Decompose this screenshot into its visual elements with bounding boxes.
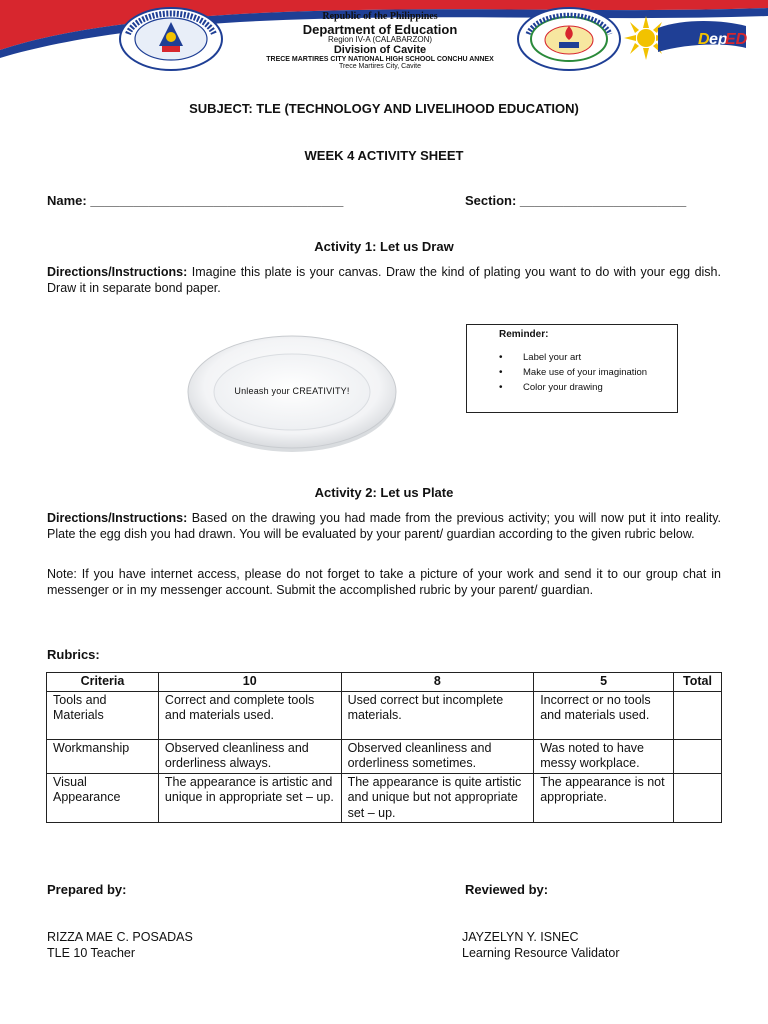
reminder-list (499, 350, 677, 395)
prepared-name: RIZZA MAE C. POSADAS (47, 930, 193, 944)
cell-10: Observed cleanliness and orderliness always. (158, 739, 341, 773)
name-field[interactable]: Name: ___________________________________ (47, 193, 344, 208)
deped-cavite-logo-icon (624, 14, 748, 64)
table-row (47, 773, 722, 823)
cell-8: The appearance is quite artistic and unique but not appropriate set – up. (341, 773, 534, 823)
letterhead (0, 0, 768, 80)
activity2-title: Activity 2: Let us Plate (314, 485, 454, 500)
school-seal-icon (516, 6, 622, 72)
cell-10: Correct and complete tools and materials used. (158, 691, 341, 739)
reviewed-by-block (462, 929, 620, 961)
reviewed-role: Learning Resource Validator (462, 946, 620, 960)
activity1-title: Activity 1: Let us Draw (314, 239, 454, 254)
list-item: • Color your drawing (499, 380, 677, 395)
list-item: • Label your art (499, 350, 677, 365)
svg-text:ED: ED (725, 31, 748, 48)
cell-8: Observed cleanliness and orderliness sometimes. (341, 739, 534, 773)
reviewed-name: JAYZELYN Y. ISNEC (462, 930, 579, 944)
directions-label: Directions/Instructions: (47, 265, 188, 279)
table-header-row (47, 673, 722, 692)
republic-text: Republic of the Philippines (322, 11, 438, 22)
directions-text: Imagine this plate is your canvas. Draw the kind of plating you want to do with your egg dish. Draw it in separate bond paper. (47, 265, 721, 295)
subject-title: SUBJECT: TLE (TECHNOLOGY AND LIVELIHOOD EDUCATION) (189, 101, 579, 116)
directions-label: Directions/Instructions: (47, 511, 188, 525)
cell-criteria: Visual Appearance (47, 773, 159, 823)
rubric-table (46, 672, 722, 823)
svg-text:ep: ep (709, 31, 728, 48)
table-row (47, 739, 722, 773)
plate-caption: Unleash your CREATIVITY! (234, 386, 350, 396)
region-text: Region IV-A (CALABARZON) (327, 35, 433, 45)
cell-criteria: Tools and Materials (47, 691, 159, 739)
header-criteria: Criteria (47, 673, 159, 692)
city-text: Trece Martires City, Cavite (338, 63, 422, 71)
cell-8: Used correct but incomplete materials. (341, 691, 534, 739)
cell-total[interactable] (674, 739, 722, 773)
cell-total[interactable] (674, 773, 722, 823)
school-text: TRECE MARTIRES CITY NATIONAL HIGH SCHOOL CONCHU ANNEX (266, 56, 494, 64)
reminder-title: Reminder: (499, 329, 549, 340)
rubrics-label: Rubrics: (47, 647, 100, 662)
table-row (47, 691, 722, 739)
cell-5: Was noted to have messy workplace. (534, 739, 674, 773)
prepared-by-block (47, 929, 193, 961)
list-item: • Make use of your imagination (499, 365, 677, 380)
division-text: Division of Cavite (333, 43, 427, 56)
deped-seal-icon (118, 6, 224, 72)
prepared-role: TLE 10 Teacher (47, 946, 136, 960)
header-5: 5 (534, 673, 674, 692)
week-title: WEEK 4 ACTIVITY SHEET (304, 148, 464, 163)
header-total: Total (674, 673, 722, 692)
cell-10: The appearance is artistic and unique in appropriate set – up. (158, 773, 341, 823)
letterhead-text (230, 12, 530, 71)
department-text: Department of Education (302, 21, 458, 37)
reviewed-by-label: Reviewed by: (465, 882, 549, 897)
cell-total[interactable] (674, 691, 722, 739)
cell-criteria: Workmanship (47, 739, 159, 773)
prepared-by-label: Prepared by: (47, 882, 127, 897)
header-10: 10 (158, 673, 341, 692)
cell-5: Incorrect or no tools and materials used. (534, 691, 674, 739)
svg-text:D: D (698, 31, 710, 48)
activity1-directions (47, 265, 721, 296)
cell-5: The appearance is not appropriate. (534, 773, 674, 823)
header-8: 8 (341, 673, 534, 692)
activity2-directions (47, 511, 721, 542)
section-field[interactable]: Section: _______________________ (465, 193, 687, 208)
activity2-note: Note: If you have internet access, please do not forget to take a picture of your work and send it to our group chat in messenger or in my messenger account. Submit the accomplished rubric by your parent/ guardian. (47, 567, 721, 597)
reminder-box (466, 324, 678, 413)
directions-text: Based on the drawing you had made from the previous activity; you will now put it into reality. Plate the egg dish you had drawn. You will be evaluated by your parent/ guardian according to the given rubric below. (47, 511, 721, 541)
